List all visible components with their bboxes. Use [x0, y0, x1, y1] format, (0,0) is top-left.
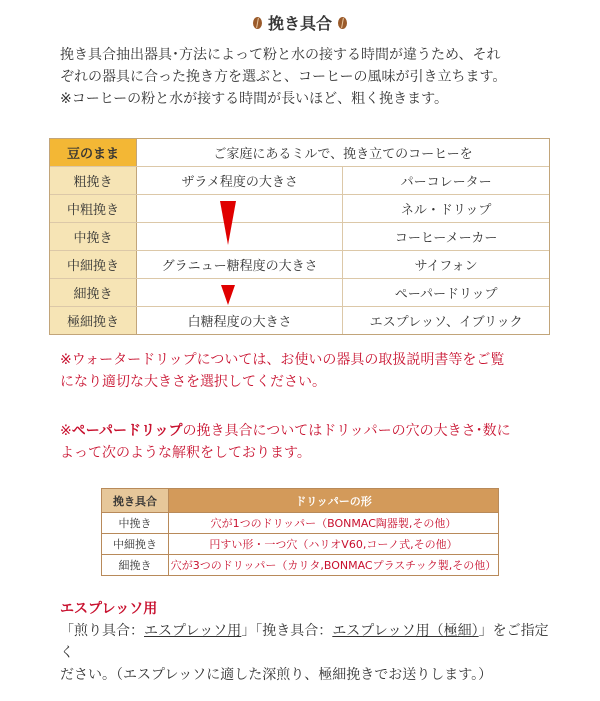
table-row [50, 250, 549, 278]
grind-label: 豆のまま [50, 139, 137, 166]
brew-method: コーヒーメーカー [343, 222, 549, 250]
down-arrow-icon [220, 201, 236, 249]
note-prefix: ※ [60, 423, 72, 439]
roast-option: エスプレッソ用 [144, 623, 242, 639]
grind-description: ザラメ程度の大きさ [137, 166, 343, 194]
table-row [102, 555, 499, 576]
grind-cell: 細挽き [102, 555, 169, 576]
grind-description [137, 194, 343, 222]
dripper-table [101, 488, 499, 576]
espresso-line: ださい。（エスプレッソに適した深煎り、極細挽きでお送りします。） [60, 667, 493, 683]
grind-label: 中細挽き [50, 250, 137, 278]
water-drip-note [60, 349, 550, 393]
table-row [102, 513, 499, 534]
grind-cell: 中細挽き [102, 534, 169, 555]
grind-label: 中挽き [50, 222, 137, 250]
note-line: になり適切な大きさを選択してください。 [60, 374, 326, 390]
paper-drip-note [60, 420, 550, 464]
note-text: の挽き具合についてはドリッパーの穴の大きさ･数に [182, 423, 511, 439]
espresso-heading: エスプレッソ用 [60, 601, 158, 617]
grind-label: 粗挽き [50, 166, 137, 194]
grind-description: 白糖程度の大きさ [137, 307, 343, 334]
column-header: 挽き具合 [102, 489, 169, 513]
grind-table-header-row [50, 139, 549, 166]
intro-line: 挽き具合抽出器具･方法によって粉と水の接する時間が違うため、それ [60, 47, 501, 63]
grind-size-table [49, 138, 550, 335]
espresso-line [60, 620, 550, 664]
dripper-table-header [102, 489, 499, 513]
table-row [50, 194, 549, 222]
espresso-text [60, 620, 550, 686]
dripper-cell: 穴が3つのドリッパー（カリタ,BONMACプラスチック製,その他） [169, 555, 499, 576]
note-emphasis: ペーパードリップ [71, 423, 183, 439]
text-fragment: 」「挽き具合： [241, 623, 333, 639]
intro-paragraph [60, 44, 560, 110]
section-title [0, 11, 600, 34]
table-row [50, 279, 549, 307]
table-row [50, 222, 549, 250]
table-row [50, 307, 549, 334]
table-row [50, 166, 549, 194]
dripper-cell: 穴が1つのドリッパー（BONMAC陶器製,その他） [169, 513, 499, 534]
grind-header-text: ご家庭にあるミルで、挽き立てのコーヒーを [137, 139, 550, 166]
grind-description [137, 222, 343, 250]
grind-description: グラニュー糖程度の大きさ [137, 250, 343, 278]
section-title-text: 挽き具合 [267, 14, 332, 33]
table-row [102, 534, 499, 555]
grind-label: 細挽き [50, 279, 137, 307]
brew-method: ペーパードリップ [343, 279, 549, 307]
column-header: ドリッパーの形 [169, 489, 499, 513]
intro-line: ぞれの器具に合った挽き方を選ぶと、コーヒーの風味が引き立ちます。 [60, 69, 507, 85]
grind-description [137, 279, 343, 307]
brew-method: パーコレーター [343, 166, 549, 194]
intro-line: ※コーヒーの粉と水が接する時間が長いほど、粗く挽きます。 [60, 91, 449, 107]
grind-cell: 中挽き [102, 513, 169, 534]
dripper-cell: 円すい形・一つ穴（ハリオV60,コーノ式,その他） [169, 534, 499, 555]
note-line [60, 420, 550, 442]
coffee-bean-icon [253, 17, 262, 29]
coffee-bean-icon [338, 17, 347, 29]
text-fragment: 「煎り具合： [60, 623, 144, 639]
note-line: ※ウォータードリップについては、お使いの器具の取扱説明書等をご覧 [60, 352, 505, 368]
brew-method: ネル・ドリップ [343, 194, 549, 222]
grind-label: 中粗挽き [50, 194, 137, 222]
down-arrow-icon [221, 285, 235, 309]
brew-method: エスプレッソ、イブリック [369, 315, 523, 331]
grind-label: 極細挽き [50, 307, 137, 334]
brew-method: サイフォン [343, 250, 549, 278]
grind-option: エスプレッソ用（極細） [332, 623, 479, 639]
text-fragment: 」をご指定く [60, 623, 549, 661]
note-line: よって次のような解釈をしております。 [60, 445, 311, 461]
